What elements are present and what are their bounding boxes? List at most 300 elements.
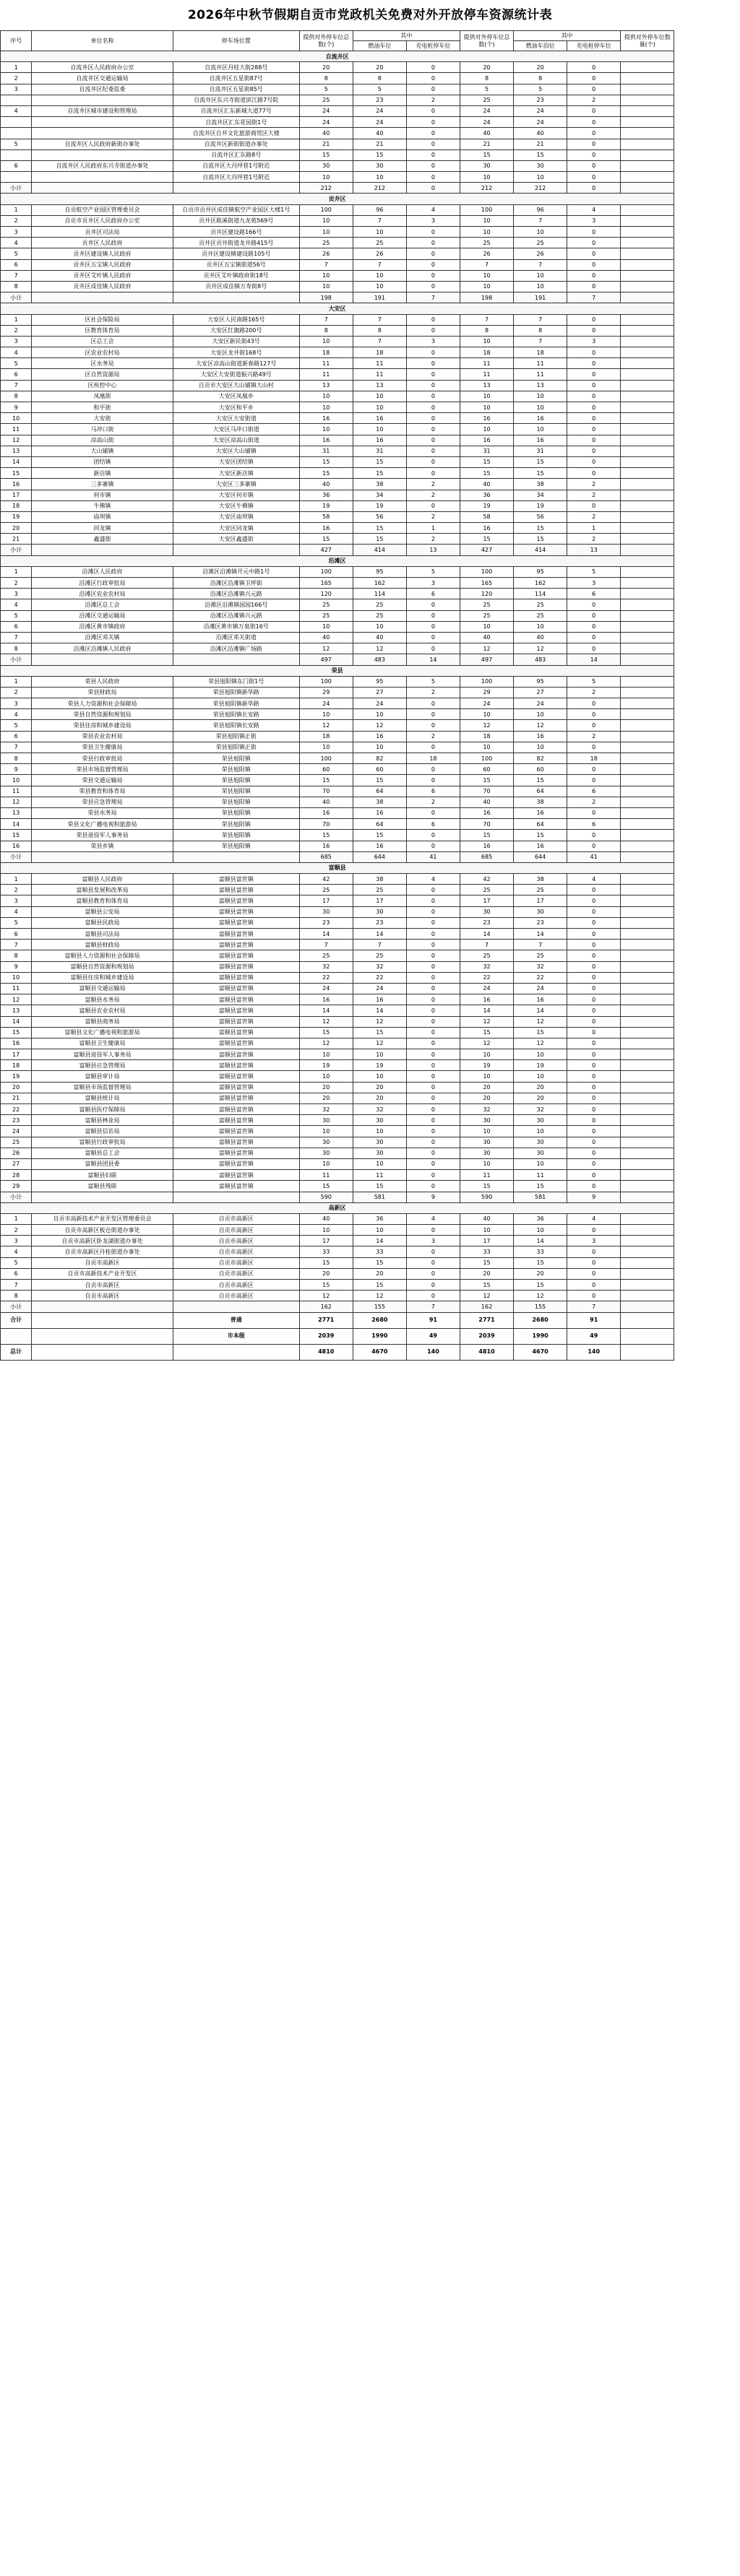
table-row	[1, 929, 740, 940]
cell-supply-2: 18	[460, 731, 513, 742]
cell-seq: 小计	[1, 1192, 32, 1202]
cell-ev: 0	[406, 1016, 460, 1027]
cell-supply-2: 30	[460, 160, 513, 171]
cell-ev: 14	[406, 654, 460, 665]
cell-fuel: 25	[353, 610, 406, 621]
cell-fuel-2: 30	[514, 160, 567, 171]
table-row	[1, 885, 740, 895]
cell-ev: 0	[406, 1071, 460, 1082]
cell-other	[621, 654, 674, 665]
cell-ev: 0	[406, 62, 460, 73]
cell-ev-2: 7	[567, 1301, 621, 1312]
cell-address: 富顺县富世镇	[173, 1082, 299, 1093]
cell-ev: 0	[406, 742, 460, 753]
table-row	[1, 149, 740, 160]
cell-supply: 20	[299, 62, 353, 73]
table-row	[1, 238, 740, 248]
cell-ev: 0	[406, 149, 460, 160]
cell-fuel: 15	[353, 523, 406, 534]
cell-fuel-2: 23	[514, 917, 567, 928]
cell-other	[621, 248, 674, 259]
cell-ev: 13	[406, 545, 460, 555]
cell-other	[621, 456, 674, 467]
table-row	[1, 128, 740, 139]
table-row	[1, 1071, 740, 1082]
header-supply-2: 提供对外停车位总数(个)	[460, 31, 513, 51]
cell-seq: 5	[1, 917, 32, 928]
table-row	[1, 1291, 740, 1301]
cell-fuel-2: 1990	[514, 1328, 567, 1344]
cell-other	[621, 105, 674, 116]
cell-supply: 10	[299, 621, 353, 632]
cell-ev-2: 0	[567, 1016, 621, 1027]
cell-address	[173, 1301, 299, 1312]
cell-supply-2: 70	[460, 786, 513, 797]
cell-unit: 沿滩区人民政府	[32, 566, 173, 577]
cell-other	[621, 807, 674, 818]
cell-fuel: 14	[353, 929, 406, 940]
table-row	[1, 1005, 740, 1016]
cell-supply-2: 32	[460, 961, 513, 972]
cell-unit: 富顺县农业农村局	[32, 1005, 173, 1016]
cell-other	[621, 281, 674, 292]
cell-supply: 25	[299, 599, 353, 610]
cell-fuel-2: 7	[514, 314, 567, 325]
cell-address: 富顺县富世镇	[173, 1104, 299, 1115]
cell-supply-2: 10	[460, 227, 513, 238]
cell-supply-2: 100	[460, 566, 513, 577]
cell-other	[621, 1301, 674, 1312]
cell-unit	[32, 292, 173, 303]
cell-address: 自流井区汇东花园街1号	[173, 117, 299, 128]
subtotal-row	[1, 851, 740, 862]
cell-fuel: 10	[353, 172, 406, 183]
cell-address: 贡井区成佳镇万寿街8号	[173, 281, 299, 292]
cell-fuel-2: 15	[514, 830, 567, 841]
cell-supply: 25	[299, 885, 353, 895]
cell-seq: 6	[1, 259, 32, 270]
cell-unit: 荣县行政审批局	[32, 753, 173, 764]
cell-ev: 0	[406, 1225, 460, 1236]
cell-supply: 15	[299, 534, 353, 545]
cell-supply-2: 427	[460, 545, 513, 555]
table-row	[1, 1126, 740, 1137]
cell-fuel-2: 23	[514, 95, 567, 105]
cell-ev: 0	[406, 950, 460, 961]
cell-ev: 0	[406, 1093, 460, 1103]
table-row	[1, 62, 740, 73]
cell-fuel: 5	[353, 84, 406, 95]
cell-address: 沿滩区沿滩镇卫坪街	[173, 578, 299, 589]
cell-supply-2: 100	[460, 676, 513, 687]
cell-fuel: 12	[353, 1038, 406, 1049]
cell-fuel-2: 24	[514, 983, 567, 994]
cell-ev: 18	[406, 753, 460, 764]
table-row	[1, 105, 740, 116]
cell-seq: 7	[1, 380, 32, 391]
cell-unit: 富顺县司法局	[32, 929, 173, 940]
cell-supply: 12	[299, 720, 353, 731]
cell-unit	[32, 851, 173, 862]
cell-unit: 富顺县人民政府	[32, 874, 173, 885]
cell-ev: 0	[406, 698, 460, 709]
cell-fuel: 30	[353, 1137, 406, 1148]
cell-fuel: 10	[353, 1126, 406, 1137]
cell-other	[621, 753, 674, 764]
table-row	[1, 95, 740, 105]
cell-ev-2: 5	[567, 676, 621, 687]
cell-seq: 13	[1, 807, 32, 818]
header-ev-2: 充电桩停车位	[567, 41, 621, 51]
cell-address: 荣县旭阳镇	[173, 775, 299, 786]
cell-other	[621, 73, 674, 84]
cell-supply-2: 24	[460, 117, 513, 128]
cell-unit	[32, 1328, 173, 1344]
cell-seq: 9	[1, 961, 32, 972]
cell-address: 大安区何市镇	[173, 490, 299, 500]
cell-ev: 7	[406, 1301, 460, 1312]
cell-address: 自流井区新街街道办事处	[173, 139, 299, 149]
cell-fuel-2: 27	[514, 687, 567, 698]
table-row	[1, 1257, 740, 1268]
cell-ev: 0	[406, 1115, 460, 1126]
cell-other	[621, 139, 674, 149]
cell-fuel: 24	[353, 698, 406, 709]
cell-ev-2: 3	[567, 215, 621, 226]
cell-fuel-2: 4670	[514, 1344, 567, 1360]
table-row	[1, 259, 740, 270]
table-row	[1, 1268, 740, 1279]
cell-unit: 回龙镇	[32, 523, 173, 534]
header-seq: 序号	[1, 31, 32, 51]
cell-address: 富顺县富世镇	[173, 1071, 299, 1082]
table-row	[1, 566, 740, 577]
cell-ev: 0	[406, 906, 460, 917]
cell-ev: 2	[406, 511, 460, 522]
cell-fuel-2: 38	[514, 874, 567, 885]
cell-other	[621, 1291, 674, 1301]
cell-other	[621, 950, 674, 961]
cell-seq: 17	[1, 1049, 32, 1060]
cell-fuel: 56	[353, 511, 406, 522]
cell-other	[621, 468, 674, 479]
header-other: 提供对外停车位数量(个)	[621, 31, 674, 51]
cell-unit: 区社会保险局	[32, 314, 173, 325]
cell-fuel: 95	[353, 566, 406, 577]
cell-ev-2: 41	[567, 851, 621, 862]
cell-supply: 16	[299, 413, 353, 424]
section-header-row	[1, 303, 740, 314]
cell-address: 富顺县富世镇	[173, 1115, 299, 1126]
cell-address: 荣县旭阳镇	[173, 841, 299, 851]
cell-ev-2: 0	[567, 84, 621, 95]
cell-unit: 牛佛镇	[32, 500, 173, 511]
cell-fuel-2: 18	[514, 347, 567, 358]
cell-seq: 12	[1, 435, 32, 446]
cell-address: 富顺县富世镇	[173, 950, 299, 961]
cell-other	[621, 1060, 674, 1071]
cell-unit: 沿滩区总工会	[32, 599, 173, 610]
cell-fuel: 10	[353, 1049, 406, 1060]
cell-supply: 685	[299, 851, 353, 862]
cell-ev-2: 0	[567, 1115, 621, 1126]
cell-ev: 2	[406, 687, 460, 698]
cell-supply-2: 15	[460, 1257, 513, 1268]
cell-ev: 0	[406, 643, 460, 654]
cell-address: 富顺县富世镇	[173, 1038, 299, 1049]
cell-ev-2: 2	[567, 797, 621, 807]
cell-address: 贡井区建设路166号	[173, 227, 299, 238]
table-row	[1, 1148, 740, 1158]
cell-supply-2: 16	[460, 435, 513, 446]
cell-seq: 11	[1, 983, 32, 994]
cell-other	[621, 621, 674, 632]
cell-supply-2: 40	[460, 797, 513, 807]
cell-fuel: 25	[353, 885, 406, 895]
cell-fuel: 16	[353, 435, 406, 446]
cell-address: 大安区凉高山街道	[173, 435, 299, 446]
cell-supply: 32	[299, 1104, 353, 1115]
cell-ev: 0	[406, 1181, 460, 1192]
cell-other	[621, 84, 674, 95]
cell-address: 富顺县富世镇	[173, 917, 299, 928]
cell-other	[621, 424, 674, 435]
cell-supply-2: 100	[460, 753, 513, 764]
cell-unit: 大山铺镇	[32, 446, 173, 456]
cell-ev-2: 0	[567, 117, 621, 128]
cell-other	[621, 1225, 674, 1236]
table-row	[1, 578, 740, 589]
cell-address: 大安区人民南路165号	[173, 314, 299, 325]
table-row	[1, 994, 740, 1005]
cell-address	[173, 851, 299, 862]
cell-supply: 15	[299, 456, 353, 467]
cell-fuel-2: 22	[514, 972, 567, 983]
cell-fuel: 17	[353, 895, 406, 906]
cell-supply-2: 497	[460, 654, 513, 665]
cell-supply: 16	[299, 807, 353, 818]
cell-ev: 0	[406, 391, 460, 402]
cell-supply-2: 4810	[460, 1344, 513, 1360]
cell-supply-2: 40	[460, 479, 513, 490]
cell-address: 大安区新民街43号	[173, 336, 299, 347]
cell-address	[173, 654, 299, 665]
cell-ev-2: 0	[567, 128, 621, 139]
table-row	[1, 917, 740, 928]
cell-seq: 8	[1, 391, 32, 402]
cell-supply-2: 10	[460, 281, 513, 292]
cell-unit: 荣县人民政府	[32, 676, 173, 687]
cell-fuel: 10	[353, 1071, 406, 1082]
cell-fuel: 10	[353, 227, 406, 238]
cell-seq: 23	[1, 1115, 32, 1126]
cell-supply-2: 31	[460, 446, 513, 456]
cell-supply-2: 25	[460, 610, 513, 621]
cell-address: 大安区回龙镇	[173, 523, 299, 534]
cell-seq: 6	[1, 621, 32, 632]
cell-ev-2: 0	[567, 259, 621, 270]
cell-seq: 1	[1, 566, 32, 577]
cell-supply-2: 11	[460, 358, 513, 369]
cell-ev-2: 4	[567, 1213, 621, 1224]
cell-address: 自贡市高新区	[173, 1225, 299, 1236]
cell-supply-2: 25	[460, 95, 513, 105]
cell-ev-2: 0	[567, 950, 621, 961]
cell-supply-2: 26	[460, 248, 513, 259]
cell-seq	[1, 149, 32, 160]
cell-supply: 11	[299, 358, 353, 369]
cell-ev-2: 0	[567, 742, 621, 753]
cell-supply-2: 20	[460, 1082, 513, 1093]
cell-other	[621, 259, 674, 270]
cell-ev: 0	[406, 369, 460, 380]
cell-unit	[32, 172, 173, 183]
cell-address: 富顺县富世镇	[173, 1158, 299, 1169]
cell-seq: 16	[1, 841, 32, 851]
cell-unit: 富顺县卫生健康局	[32, 1038, 173, 1049]
cell-supply: 19	[299, 500, 353, 511]
cell-fuel: 23	[353, 95, 406, 105]
cell-ev: 0	[406, 621, 460, 632]
cell-supply: 212	[299, 183, 353, 194]
cell-fuel-2: 10	[514, 402, 567, 413]
cell-fuel: 7	[353, 336, 406, 347]
cell-ev: 0	[406, 413, 460, 424]
cell-supply: 15	[299, 468, 353, 479]
cell-seq: 6	[1, 1268, 32, 1279]
cell-supply: 100	[299, 204, 353, 215]
cell-supply: 19	[299, 1060, 353, 1071]
cell-supply: 162	[299, 1301, 353, 1312]
cell-seq: 2	[1, 885, 32, 895]
cell-unit: 沿滩区邓关镇	[32, 632, 173, 643]
cell-fuel-2: 7	[514, 259, 567, 270]
cell-ev-2: 0	[567, 841, 621, 851]
cell-other	[621, 95, 674, 105]
cell-ev-2: 0	[567, 698, 621, 709]
cell-address: 荣县旭阳镇正街	[173, 742, 299, 753]
cell-seq: 18	[1, 500, 32, 511]
cell-ev: 0	[406, 160, 460, 171]
cell-ev: 0	[406, 446, 460, 456]
cell-ev-2: 2	[567, 95, 621, 105]
cell-fuel-2: 24	[514, 117, 567, 128]
cell-ev-2: 0	[567, 73, 621, 84]
cell-fuel: 7	[353, 215, 406, 226]
cell-fuel: 24	[353, 983, 406, 994]
cell-supply: 40	[299, 479, 353, 490]
cell-supply: 8	[299, 73, 353, 84]
cell-address: 富顺县富世镇	[173, 1170, 299, 1181]
cell-other	[621, 292, 674, 303]
cell-supply: 15	[299, 1181, 353, 1192]
cell-address: 荣县旭阳镇	[173, 807, 299, 818]
cell-unit: 区水务局	[32, 358, 173, 369]
cell-supply: 42	[299, 874, 353, 885]
cell-ev-2: 0	[567, 62, 621, 73]
cell-ev-2: 0	[567, 917, 621, 928]
table-row	[1, 402, 740, 413]
cell-other	[621, 172, 674, 183]
table-row	[1, 1158, 740, 1169]
cell-seq: 5	[1, 358, 32, 369]
cell-other	[621, 435, 674, 446]
cell-fuel-2: 24	[514, 698, 567, 709]
cell-ev: 0	[406, 424, 460, 435]
cell-unit: 鑫盛街	[32, 534, 173, 545]
cell-supply-2: 7	[460, 314, 513, 325]
cell-seq: 2	[1, 325, 32, 336]
cell-seq: 8	[1, 1291, 32, 1301]
cell-supply: 30	[299, 1148, 353, 1158]
cell-unit: 富顺县妇联	[32, 1170, 173, 1181]
cell-ev-2: 6	[567, 589, 621, 599]
cell-seq: 5	[1, 248, 32, 259]
cell-unit: 自贡市高新区板仓街道办事处	[32, 1225, 173, 1236]
cell-supply: 10	[299, 172, 353, 183]
cell-fuel-2: 26	[514, 248, 567, 259]
cell-ev: 6	[406, 819, 460, 830]
cell-unit: 富顺县商务局	[32, 1016, 173, 1027]
section-header-row	[1, 555, 740, 566]
cell-fuel: 30	[353, 906, 406, 917]
cell-ev-2: 3	[567, 1236, 621, 1246]
cell-fuel: 64	[353, 819, 406, 830]
cell-supply-2: 40	[460, 128, 513, 139]
total-row	[1, 1328, 740, 1344]
cell-other	[621, 1312, 674, 1328]
cell-unit: 沿滩区行政审批局	[32, 578, 173, 589]
cell-supply-2: 14	[460, 929, 513, 940]
cell-ev: 0	[406, 1137, 460, 1148]
cell-supply-2: 10	[460, 336, 513, 347]
table-row	[1, 424, 740, 435]
cell-unit: 自流井区人民政府办公室	[32, 62, 173, 73]
cell-address: 富顺县富世镇	[173, 1137, 299, 1148]
cell-fuel-2: 21	[514, 139, 567, 149]
cell-fuel-2: 10	[514, 621, 567, 632]
subtotal-row	[1, 292, 740, 303]
table-row	[1, 73, 740, 84]
cell-other	[621, 917, 674, 928]
cell-supply: 15	[299, 1280, 353, 1291]
cell-fuel: 15	[353, 468, 406, 479]
cell-other	[621, 1104, 674, 1115]
cell-unit: 自贡市高新区	[32, 1280, 173, 1291]
section-name: 富顺县	[1, 862, 674, 873]
cell-fuel: 8	[353, 325, 406, 336]
cell-fuel-2: 10	[514, 1049, 567, 1060]
cell-fuel: 25	[353, 238, 406, 248]
cell-ev: 0	[406, 347, 460, 358]
cell-fuel-2: 12	[514, 1016, 567, 1027]
cell-ev-2: 0	[567, 1291, 621, 1301]
cell-ev-2: 2	[567, 731, 621, 742]
table-row	[1, 797, 740, 807]
cell-ev-2: 0	[567, 270, 621, 281]
table-row	[1, 534, 740, 545]
cell-supply: 20	[299, 1093, 353, 1103]
cell-ev-2: 0	[567, 885, 621, 895]
cell-other	[621, 413, 674, 424]
cell-address: 荣县旭阳镇正街	[173, 731, 299, 742]
cell-unit: 富顺县发展和改革局	[32, 885, 173, 895]
cell-supply: 7	[299, 940, 353, 950]
subtotal-row	[1, 1192, 740, 1202]
cell-address: 荣县旭阳镇长安路	[173, 709, 299, 720]
cell-unit: 荣县应急管理局	[32, 797, 173, 807]
cell-supply-2: 42	[460, 874, 513, 885]
